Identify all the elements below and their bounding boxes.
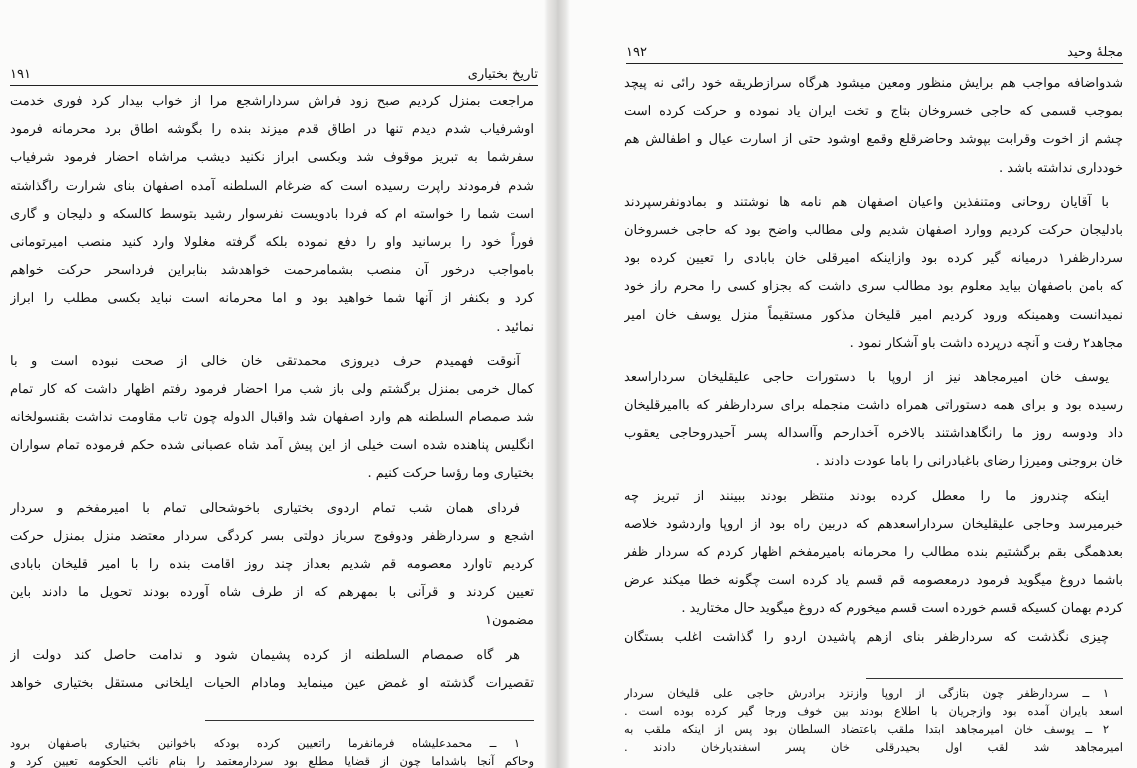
right-page xyxy=(566,0,1137,768)
left-footnote-rule xyxy=(205,720,534,721)
text-line: بعدهمگی بقم برگشتیم بنده مطالب را محرمانه بامیرمفخم اظهار کردم که سردار ظفر xyxy=(624,545,1123,560)
left-running-head xyxy=(10,60,538,82)
right-footnotes xyxy=(624,684,1123,756)
right-footnote-rule xyxy=(866,678,1123,679)
footnote-line: ۱ ــ سردارظفر چون بتازگی از اروپا وازنزد برادرش حاجی علی قلیخان سردار xyxy=(624,686,1109,700)
text-line: کردم بهمان کسیکه قسم خورده است قسم میخورم که دروغ میگوید حال مختارید . xyxy=(681,601,1123,617)
text-line: فردای همان شب تمام اردوی بختیاری باخوشحالی تمام با امیرمفخم و سردار xyxy=(10,500,520,516)
left-page-body xyxy=(10,88,534,698)
left-running-title: تاریخ بختیاری xyxy=(467,67,538,82)
footnote-line: امیرمجاهد شد لقب اول بحیدرقلی خان پسر اسفندیارخان دادند . xyxy=(624,740,1123,754)
text-line: فوراً خود را برسانید واو را دفع نموده بلکه گرفته مغلولا وارد کنید منصب امیرتومانی xyxy=(10,234,534,250)
text-line: نمیدانست وهمینکه ورود کردیم امیر قلیخان مذکور مستقیماً منزل یوسف خان امیر xyxy=(624,307,1123,323)
text-line: بموجب قسمی که حاجی خسروخان بتاج و تخت ایران یاد نموده و حرکت کرده است xyxy=(624,104,1123,120)
text-line: اوشرفیاب شدم دیدم تنها در اطاق قدم میزند بنده را بگوشه اطاق برد محرمانه فرمود xyxy=(10,122,534,138)
text-line: اشجع و سردارظفر ودوفوج سرباز دولتی بسر کردگی سردار معتضد منزل بمنزل حرکت xyxy=(10,528,534,544)
text-line: خودداری نداشته باشد . xyxy=(998,160,1123,176)
text-line: چیزی نگذشت که سردارظفر بنای ازهم پاشیدن اردو را گذاشت اغلب بستگان xyxy=(624,629,1109,645)
text-line: کرد و بکنفر از آنها شما خواهید بود و اما محرمانه است نباید بکسی مطلب را ابراز xyxy=(10,291,534,307)
text-line: باشما دروغ میگوید فرمود درمعصومه قم قسم یاد کرده است چگونه خطا میکند عرض xyxy=(624,573,1123,589)
text-line: شد صمصام السلطنه هم وارد اصفهان شد واقبال الدوله چون تاب مقاومت نداشت بقنسولخانه xyxy=(10,410,534,426)
text-line: کمال خرمی بمنزل برگشتم ولی باز شب مرا احضار فرمود رفتم اظهار داشت که کار تمام xyxy=(10,381,534,397)
left-page xyxy=(0,0,548,768)
footnote-line: وحاکم آنجا باشداما چون از قضایا مطلع بود سردارمعتمد را بنام نائب الحکومه تعیین کرد و xyxy=(10,754,534,768)
text-line: شدواضافه مواجب هم برایش منظور ومعین میشود هرگاه سرازطریقه خود رائی نه پیچد xyxy=(624,76,1123,91)
left-paragraph-1 xyxy=(10,88,534,342)
right-paragraph-4 xyxy=(624,483,1123,652)
footnote-line: ۲ ــ یوسف خان امیرمجاهد ابتدا ملقب باعتضاد السلطان بود پس از اینکه ملقب به xyxy=(624,722,1109,736)
text-line: انگلیس پناهنده شده است خیلی از این پیش آمد شاه عصبانی شده حکم فرموده تمام سواران xyxy=(10,438,534,454)
text-line: مراجعت بمنزل کردیم صبح زود فراش سرداراشجع مرا از خواب بیدار کرد فوری خدمت xyxy=(10,94,534,109)
left-paragraph-4 xyxy=(10,642,534,698)
left-paragraph-3 xyxy=(10,495,534,636)
book-gutter xyxy=(548,0,566,768)
right-paragraph-2 xyxy=(624,189,1123,358)
text-line: بامواجب درخور آن منصب بشمامرحمت خواهدشد بنابراین فرداسحر حرکت خواهم xyxy=(10,263,534,279)
right-header-rule xyxy=(626,63,1123,64)
text-line: یوسف خان امیرمجاهد نیز از اروپا با دستورات حاجی علیقلیخان سرداراسعد xyxy=(624,369,1109,385)
text-line: که بامن باصفهان بیاید معلوم بود مطالب سری داشت که بجزاو کسی را محرم راز خود xyxy=(624,279,1123,295)
text-line: تعیین کردند و قرآنی با بمهرهم که از طرف شاه آورده بودند تحویل ما دادند باین xyxy=(10,585,534,601)
text-line: بختیاری وما رؤسا حرکت کنیم . xyxy=(367,466,534,482)
left-paragraph-2 xyxy=(10,348,534,489)
right-paragraph-1 xyxy=(624,70,1123,183)
text-line: هر گاه صمصام السلطنه از کرده پشیمان شود و ندامت حاصل کند دولت از xyxy=(10,647,521,663)
footnote-line: اسعد بایران آمده بود وازجریان با اطلاع بودند بین خوف ورجا گیر کرده بوده است . xyxy=(624,704,1123,718)
text-line: بادلیجان حرکت کردیم ووارد اصفهان شدیم ولی مطالب واضح بود که حاجی خسروخان xyxy=(624,222,1123,238)
right-running-title: مجلۀ وحید xyxy=(1067,45,1123,60)
left-header-rule xyxy=(10,85,538,86)
text-line: چشم از اخوت وقرابت بپوشد وحاضرقلع وقمع اوشود حتی از اسارت عیال و اطفالش هم xyxy=(624,132,1123,148)
text-line: سفرشما به تبریز موقوف شد وبکسی ابراز نکنید دیشب مراشاه احضار فرمود شرفیاب xyxy=(10,150,534,166)
text-line: خان بروجنی ومیرزا رضای باغبادرانی را باما عودت دادند . xyxy=(815,454,1123,470)
text-line: نمائید . xyxy=(496,319,534,335)
text-line: آنوقت فهمیدم حرف دیروزی محمدتقی خان خالی از صحت نبوده است و با xyxy=(10,353,520,369)
right-running-head xyxy=(626,38,1123,60)
text-line: مضمون۱ xyxy=(485,613,534,629)
right-page-body xyxy=(624,70,1123,652)
left-footnotes xyxy=(10,734,534,768)
text-line: داد ودوسه روز ما رانگاهداشتند بالاخره آخدارحم وآاسداله پسر آحیدروحاجی یعقوب xyxy=(624,426,1123,442)
right-paragraph-3 xyxy=(624,364,1123,477)
text-line: است شما را خواسته ام که فردا بادویست نفرسوار رشید بتوسط کالسکه و دلیجان و گاری xyxy=(10,206,534,222)
text-line: رسیده بود و برای همه دستوراتی همراه داشت منجمله برای سردارظفر که باامیرقلیخان xyxy=(624,398,1123,414)
right-page-number: ۱۹۲ xyxy=(626,45,647,60)
text-line: با آقایان روحانی ومتنفذین واعیان اصفهان هم نامه ها نوشتند و بمادونفرسپردند xyxy=(624,194,1109,210)
left-page-number: ۱۹۱ xyxy=(10,67,31,82)
text-line: کردیم تاوارد معصومه قم شدیم بعداز چند روز اقامت بنده را با امیر قلیخان بابادی xyxy=(10,557,534,572)
text-line: سردارظفر۱ درمیانه گیر کرده بود وازاینکه امیرقلی خان بابادی را تعیین کرده بود xyxy=(624,251,1123,267)
footnote-line: ۱ ــ محمدعلیشاه فرمانفرما راتعیین کرده بودکه باخوانین بختیاری باصفهان برود xyxy=(10,736,520,750)
text-line: شدم فرمودند راپرت رسیده است که ضرغام السلطنه آمده اصفهان بنای شرارت راگذاشته xyxy=(10,178,534,194)
text-line: خبرمیرسد وحاجی علیقلیخان سرداراسعدهم که دربین راه بود از اروپا واردشود خلاصه xyxy=(624,516,1123,532)
text-line: اینکه چندروز ما را معطل کرده بودند منتظر بودند ببینند از تبریز چه xyxy=(624,488,1109,504)
text-line: مجاهد۲ رفت و آنچه درپرده داشت باو آشکار نمود . xyxy=(849,335,1123,351)
text-line: تقصیرات گذشته او غمض عین مینماید ومادام الحیات ایلخانی مستقل بختیاری خواهد xyxy=(10,675,534,691)
